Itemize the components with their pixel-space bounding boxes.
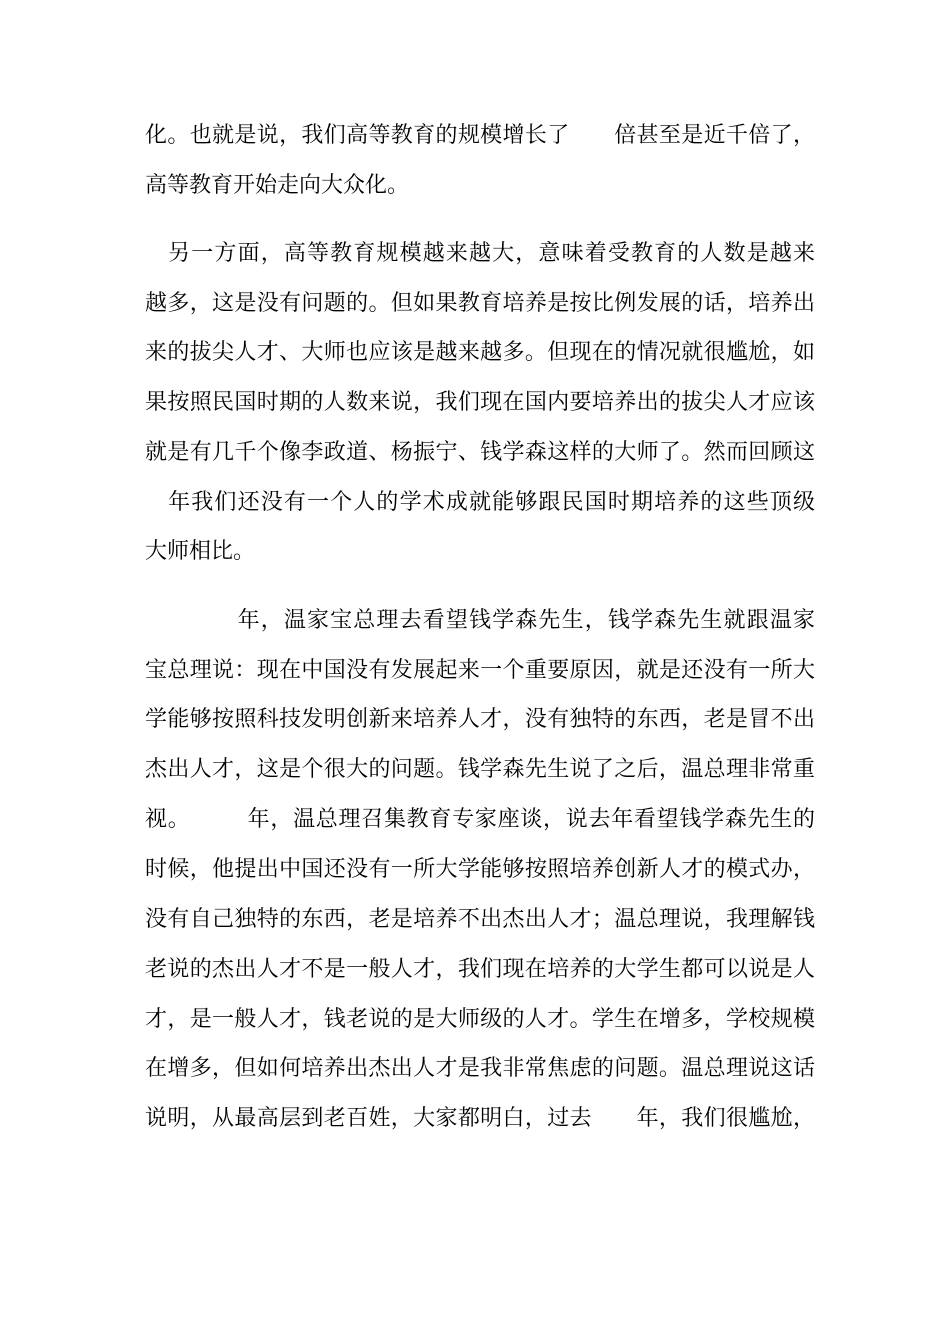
text-line: 年，温家宝总理去看望钱学森先生，钱学森先生就跟温家 xyxy=(145,608,815,633)
text-line: 果按照民国时期的人数来说，我们现在国内要培养出的拔尖人才应该 xyxy=(145,390,815,415)
text-line: 化。也就是说，我们高等教育的规模增长了 倍甚至是近千倍了， xyxy=(145,123,815,148)
text-line: 学能够按照科技发明创新来培养人才，没有独特的东西，老是冒不出 xyxy=(145,707,815,732)
text-line: 越多，这是没有问题的。但如果教育培养是按比例发展的话，培养出 xyxy=(145,291,815,316)
text-line: 杰出人才，这是个很大的问题。钱学森先生说了之后，温总理非常重 xyxy=(145,757,815,782)
text-line: 就是有几千个像李政道、杨振宁、钱学森这样的大师了。然而回顾这 xyxy=(145,440,815,465)
text-line: 没有自己独特的东西，老是培养不出杰出人才；温总理说，我理解钱 xyxy=(145,907,815,932)
text-line: 说明，从最高层到老百姓，大家都明白，过去 年，我们很尴尬， xyxy=(145,1106,815,1131)
text-line: 大师相比。 xyxy=(145,539,256,564)
text-line: 才，是一般人才，钱老说的是大师级的人才。学生在增多，学校规模 xyxy=(145,1007,815,1032)
text-line: 另一方面，高等教育规模越来越大，意味着受教育的人数是越来 xyxy=(145,241,815,266)
text-line: 高等教育开始走向大众化。 xyxy=(145,173,410,198)
text-line: 宝总理说：现在中国没有发展起来一个重要原因，就是还没有一所大 xyxy=(145,658,815,683)
text-line: 来的拔尖人才、大师也应该是越来越多。但现在的情况就很尴尬，如 xyxy=(145,340,815,365)
text-line: 时候，他提出中国还没有一所大学能够按照培养创新人才的模式办， xyxy=(145,857,815,882)
text-line: 老说的杰出人才不是一般人才，我们现在培养的大学生都可以说是人 xyxy=(145,957,815,982)
text-line: 在增多，但如何培养出杰出人才是我非常焦虑的问题。温总理说这话 xyxy=(145,1056,815,1081)
text-line: 年我们还没有一个人的学术成就能够跟民国时期培养的这些顶级 xyxy=(145,490,815,515)
text-line: 视。 年，温总理召集教育专家座谈，说去年看望钱学森先生的 xyxy=(145,807,815,832)
